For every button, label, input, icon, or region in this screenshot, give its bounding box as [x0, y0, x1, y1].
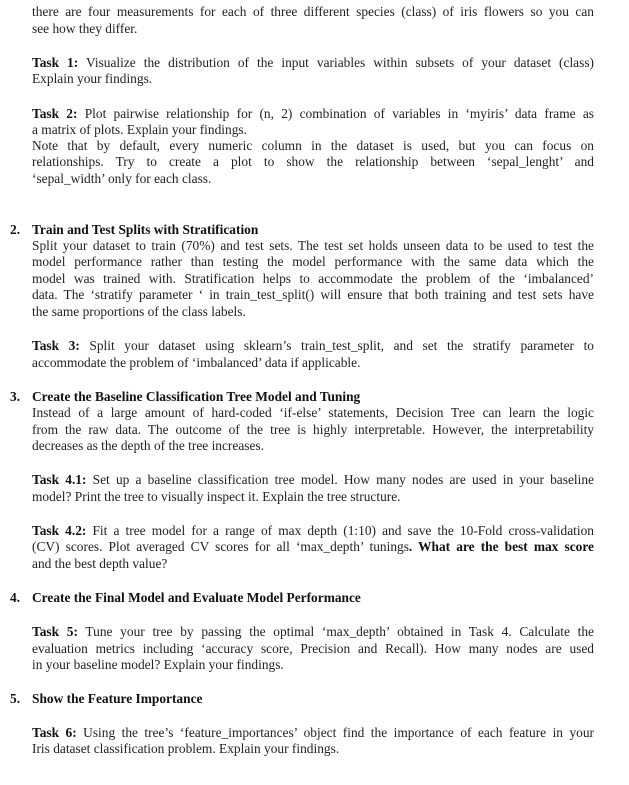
task42-line-3: and the best depth value? — [32, 556, 168, 571]
task42-text: Fit a tree model for a range of max depth (1:10) and save the 10-Fold cross-validation — [86, 523, 594, 538]
section4-heading: Create the Final Model and Evaluate Model Performance — [32, 590, 361, 605]
task2-line-4: relationships. Try to create a plot to show the relationship between ‘sepal_lenght’ and — [32, 154, 594, 169]
task2-line-1 — [32, 106, 594, 123]
task2-label: Task 2: — [32, 106, 78, 121]
section4-number: 4. — [10, 590, 21, 605]
task42-line-2 — [32, 539, 594, 556]
task6-line-2: Iris dataset classification problem. Explain your findings. — [32, 741, 340, 756]
task1-line-1 — [32, 55, 594, 72]
task1-line-2: Explain your findings. — [32, 71, 153, 86]
task5-line-1 — [32, 624, 594, 641]
task42-text-b: . What are the best max score — [408, 539, 594, 554]
section2-heading: Train and Test Splits with Stratification — [32, 222, 259, 237]
task3-line-2: accommodate the problem of ‘imbalanced’ data if applicable. — [32, 355, 361, 370]
section2-para-line-4: data. The ‘stratify parameter ‘ in train_test_split() will ensure that both training and test sets have — [32, 287, 594, 302]
task2-text: Plot pairwise relationship for (n, 2) combination of variables in ‘myiris’ data frame as — [77, 106, 594, 121]
task5-text: Tune your tree by passing the optimal ‘max_depth’ obtained in Task 4. Calculate the — [77, 624, 595, 639]
task3-text: Split your dataset using sklearn’s train_test_split, and set the stratify parameter to — [79, 338, 594, 353]
section5-heading: Show the Feature Importance — [32, 691, 203, 706]
section2-para-line-1: Split your dataset to train (70%) and test sets. The test set holds unseen data to be used to test the — [32, 238, 594, 253]
task3-label: Task 3: — [32, 338, 80, 353]
task2-line-5: ‘sepal_width’ only for each class. — [32, 171, 212, 186]
task5-line-3: in your baseline model? Explain your findings. — [32, 657, 284, 672]
task5-line-2: evaluation metrics including ‘accuracy score, Precision and Recall). How many nodes are used — [32, 641, 594, 656]
task1-text: Visualize the distribution of the input variables within subsets of your dataset (class) — [78, 55, 594, 70]
task42-text-a: (CV) scores. Plot averaged CV scores for all ‘max_depth’ tunings — [32, 539, 409, 554]
section3-heading: Create the Baseline Classification Tree Model and Tuning — [32, 389, 361, 404]
task5-label: Task 5: — [32, 624, 78, 639]
task3-line-1 — [32, 338, 594, 355]
section2-para-line-2: model performance rather than testing the model performance with the same data which the — [32, 254, 594, 269]
section5-number: 5. — [10, 691, 21, 706]
task41-text: Set up a baseline classification tree model. How many nodes are used in your baseline — [86, 472, 594, 487]
intro-line-1: there are four measurements for each of three different species (class) of iris flowers so you can — [32, 4, 594, 19]
section2-number: 2. — [10, 222, 21, 237]
task1-label: Task 1: — [32, 55, 79, 70]
task41-line-2: model? Print the tree to visually inspect it. Explain the tree structure. — [32, 489, 401, 504]
section3-number: 3. — [10, 389, 21, 404]
task6-text: Using the tree’s ‘feature_importances’ object find the importance of each feature in your — [76, 725, 595, 740]
task2-line-3: Note that by default, every numeric column in the dataset is used, but you can focus on — [32, 138, 594, 153]
section2-para-line-5: the same proportions of the class labels. — [32, 304, 246, 319]
task2-line-2: a matrix of plots. Explain your findings. — [32, 122, 247, 137]
task42-label: Task 4.2: — [32, 523, 87, 538]
task42-line-1 — [32, 523, 594, 540]
task6-label: Task 6: — [32, 725, 77, 740]
task6-line-1 — [32, 725, 594, 742]
section3-para-line-1: Instead of a large amount of hard-coded ‘if-else’ statements, Decision Tree can learn the logic — [32, 405, 594, 420]
task41-label: Task 4.1: — [32, 472, 87, 487]
section2-para-line-3: model was trained with. Stratification helps to accommodate the problem of the ‘imbalanced’ — [32, 271, 594, 286]
section3-para-line-2: from the raw data. The outcome of the tree is highly interpretable. However, the interpretability — [32, 422, 594, 437]
intro-line-2: see how they differ. — [32, 21, 138, 36]
section3-para-line-3: decreases as the depth of the tree increases. — [32, 438, 264, 453]
task41-line-1 — [32, 472, 594, 489]
